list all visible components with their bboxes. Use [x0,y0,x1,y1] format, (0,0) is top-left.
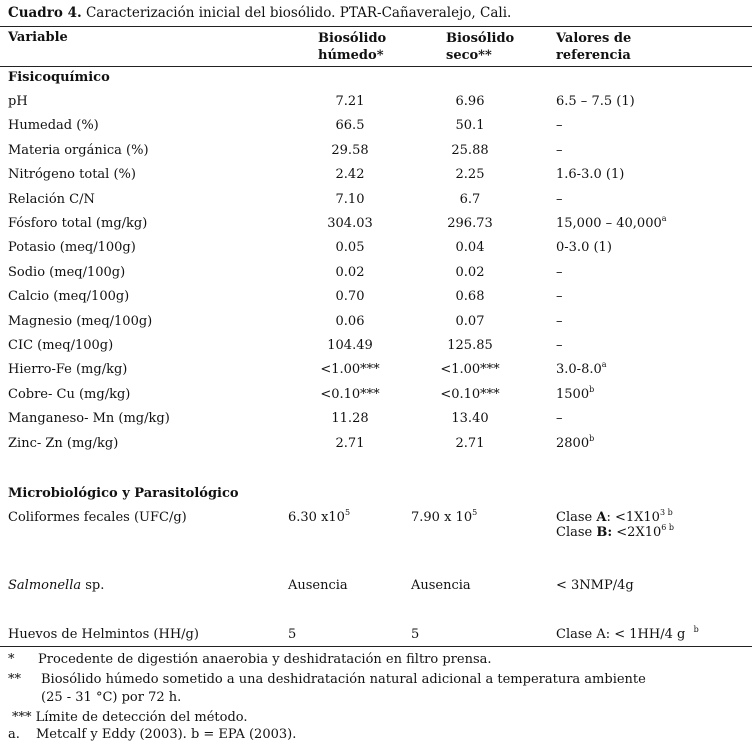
table-row [0,433,752,458]
cell-humedo: 11.28 [331,411,369,427]
table-row [0,314,752,336]
cell-referencia: – [556,338,563,353]
footnote: *** Límite de detección del método. [12,710,248,725]
cell-referencia: – [556,289,563,305]
cell-seco: 125.85 [447,338,493,353]
cell-humedo: 104.49 [327,338,373,353]
table-caption [8,5,511,21]
table-row [0,411,752,433]
header-humedo: Biosólido húmedo* [318,31,387,63]
section-microbiologico: Microbiológico y Parasitológico [8,486,239,501]
header-variable: Variable [8,30,68,45]
cell-referencia: 3.0-8.0$^a$ [556,360,607,378]
table-row [0,362,752,384]
cell-seco: 296.73 [447,216,493,231]
cell-humedo: 29.58 [331,142,369,158]
cell-referencia: – [556,118,563,134]
cell-referencia: – [556,313,563,329]
cell-humedo: 66.5 [335,118,365,134]
caption-text: Caracterización inicial del biosólido. PTAR-Cañaveralejo, Cali. [81,5,512,21]
cell-referencia: – [556,411,563,427]
cell-variable: Manganeso- Mn (mg/kg) [8,411,170,427]
cell-seco: <0.10*** [440,386,500,402]
cell-humedo: 0.02 [335,264,365,280]
cell-variable: CIC (meq/100g) [8,338,114,353]
header-referencia: Valores de referencia [556,31,632,63]
table-row: Salmonella sp. Ausencia Ausencia < 3NMP/4g [8,578,634,593]
cell-variable: Potasio (meq/100g) [8,240,136,256]
cell-humedo: <1.00*** [320,362,380,378]
table-row: Huevos de Helmintos (HH/g) 5 5 Clase A: < 1HH/4 g $^b$ [8,625,699,642]
cell-seco: 6.96 [455,94,485,109]
footnote: a. Metcalf y Eddy (2003). b = EPA (2003). [8,727,297,742]
cell-variable: Fósforo total (mg/kg) [8,216,148,231]
footnote: * Procedente de digestión anaerobia y deshidratación en filtro prensa. [8,652,492,667]
cell-variable: Calcio (meq/100g) [8,289,130,305]
cell-variable: Humedad (%) [8,118,99,134]
cell-seco: 25.88 [451,142,489,158]
cell-variable: Sodio (meq/100g) [8,264,126,280]
cell-variable: Hierro-Fe (mg/kg) [8,362,128,378]
cell-seco: 2.71 [455,435,485,451]
cell-humedo: 304.03 [327,216,373,231]
cell-variable: pH [8,94,28,109]
cell-seco: 6.7 [459,191,481,207]
cell-variable: Materia orgánica (%) [8,142,149,158]
table-row [0,384,752,409]
cell-humedo: 2.71 [335,435,365,451]
cell-referencia: 1.6-3.0 (1) [556,167,625,183]
cell-referencia: – [556,191,563,207]
cell-variable: Magnesio (meq/100g) [8,313,153,329]
table-row [0,192,752,214]
cell-humedo: 0.06 [335,313,365,329]
cell-seco: 50.1 [455,118,485,134]
cell-variable: Zinc- Zn (mg/kg) [8,435,119,451]
cell-referencia: 0-3.0 (1) [556,240,612,256]
table-row [0,289,752,311]
table-row [0,143,752,165]
header-rule [0,66,752,67]
caption-label: Cuadro 4. [8,5,82,21]
cell-seco: <1.00*** [440,362,500,378]
footnote: ** Biosólido húmedo sometido a una deshidratación natural adicional a temperatura ambiente (25 - 31 °C) por 72 h. [8,672,646,705]
table-row [0,338,752,360]
cell-humedo: 7.21 [335,94,365,109]
cell-referencia: – [556,142,563,158]
table-row [0,240,752,262]
table-row [0,118,752,140]
table-row [0,94,752,116]
top-rule [0,26,752,27]
cell-referencia: 1500$^b$ [556,384,595,402]
cell-humedo: <0.10*** [320,386,380,402]
cell-referencia: 2800$^b$ [556,433,595,451]
cell-referencia: – [556,264,563,280]
cell-referencia: 6.5 – 7.5 (1) [556,94,635,109]
cell-variable: Relación C/N [8,191,95,207]
cell-seco: 0.07 [455,313,485,329]
cell-seco: 13.40 [451,411,489,427]
table-row [0,167,752,189]
table-row: Coliformes fecales (UFC/g) 6.30 $x10^5$ 7.90 x $10^5$ Clase A: $<1X10^{3 b}$ Clase B: $<2X10^{6 b}$ [8,508,675,540]
table-row [0,265,752,287]
cell-seco: 2.25 [455,167,485,183]
header-seco: Biosólido seco** [446,31,515,63]
cell-seco: 0.68 [455,289,485,305]
cell-humedo: 7.10 [335,191,365,207]
cell-humedo: 2.42 [335,167,365,183]
cell-seco: 0.02 [455,264,485,280]
cell-seco: 0.04 [455,240,485,256]
section-fisicoquimico: Fisicoquímico [8,70,110,85]
cell-variable: Cobre- Cu (mg/kg) [8,386,131,402]
cell-variable: Nitrógeno total (%) [8,167,136,183]
cell-referencia: 15,000 – 40,000$^a$ [556,214,667,231]
bottom-rule [0,646,752,647]
cell-humedo: 0.70 [335,289,365,305]
table-row [0,216,752,238]
cell-humedo: 0.05 [335,240,365,256]
